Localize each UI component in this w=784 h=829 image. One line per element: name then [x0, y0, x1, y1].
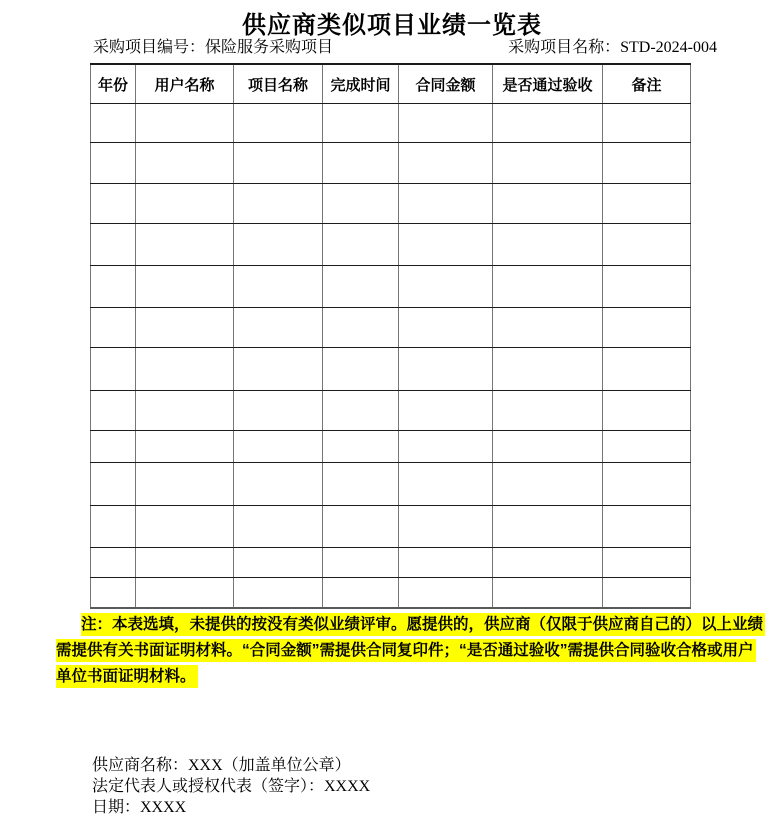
table-cell — [323, 391, 399, 431]
note-highlight-1: 注：本表选填，未提供的按没有类似业绩评审。愿提供的，供应商（仅限于供应商自己的）以上业绩 — [81, 613, 765, 636]
table-row — [91, 506, 691, 548]
table-row — [91, 463, 691, 506]
table-row — [91, 266, 691, 308]
table-cell — [323, 184, 399, 224]
table-cell — [323, 431, 399, 463]
table-cell — [603, 308, 691, 348]
table-cell — [234, 578, 323, 608]
page-title: 供应商类似项目业绩一览表 — [242, 12, 542, 39]
table-cell — [234, 104, 323, 143]
note-line-3 — [56, 664, 726, 690]
note-highlight-2: 需提供有关书面证明材料。“合同金额”需提供合同复印件；“是否通过验收”需提供合同验收合格或用户 — [56, 639, 756, 662]
table-cell — [603, 348, 691, 391]
table-cell — [91, 104, 136, 143]
performance-table — [90, 63, 691, 609]
table-cell — [603, 184, 691, 224]
table-cell — [91, 506, 136, 548]
table-cell — [603, 548, 691, 578]
note-block — [56, 612, 764, 690]
table-cell — [323, 348, 399, 391]
table-cell — [399, 104, 493, 143]
table-cell — [91, 548, 136, 578]
header-contract-amount: 合同金额 — [399, 64, 493, 104]
table-cell — [323, 104, 399, 143]
table-cell — [493, 348, 603, 391]
table-cell — [136, 548, 234, 578]
table-cell — [323, 548, 399, 578]
table-cell — [323, 143, 399, 184]
table-cell — [136, 348, 234, 391]
table-cell — [91, 391, 136, 431]
table-row — [91, 348, 691, 391]
table-cell — [399, 578, 493, 608]
table-cell — [136, 506, 234, 548]
table-cell — [399, 224, 493, 266]
table-cell — [603, 266, 691, 308]
table-cell — [323, 308, 399, 348]
table-cell — [603, 391, 691, 431]
table-cell — [399, 308, 493, 348]
table-cell — [493, 506, 603, 548]
table-row — [91, 391, 691, 431]
table-cell — [91, 431, 136, 463]
table-cell — [493, 184, 603, 224]
table-cell — [399, 431, 493, 463]
note-line-1 — [56, 612, 764, 638]
header-acceptance-passed: 是否通过验收 — [493, 64, 603, 104]
project-name-text: 采购项目名称：STD-2024-004 — [508, 39, 717, 56]
table-cell — [234, 224, 323, 266]
table-cell — [603, 578, 691, 608]
table-cell — [91, 224, 136, 266]
table-cell — [234, 308, 323, 348]
table-row — [91, 308, 691, 348]
table-cell — [91, 184, 136, 224]
table-cell — [399, 266, 493, 308]
table-cell — [399, 184, 493, 224]
table-cell — [234, 391, 323, 431]
table-cell — [603, 431, 691, 463]
note-line-2 — [56, 638, 754, 664]
table-cell — [493, 391, 603, 431]
table-cell — [493, 578, 603, 608]
supplier-name-line: 供应商名称：XXX（加盖单位公章） — [92, 757, 351, 774]
table-cell — [493, 308, 603, 348]
table-cell — [399, 143, 493, 184]
table-cell — [91, 348, 136, 391]
table-cell — [136, 184, 234, 224]
table-cell — [136, 431, 234, 463]
table-cell — [603, 143, 691, 184]
table-cell — [234, 463, 323, 506]
table-header-row — [91, 64, 691, 104]
table-cell — [603, 506, 691, 548]
table-cell — [493, 104, 603, 143]
note-highlight-3: 单位书面证明材料。 — [56, 665, 198, 688]
project-code-text: 采购项目编号：保险服务采购项目 — [93, 39, 334, 56]
table-cell — [136, 266, 234, 308]
header-year: 年份 — [91, 64, 136, 104]
table-cell — [91, 308, 136, 348]
table-row — [91, 548, 691, 578]
table-cell — [136, 463, 234, 506]
table-cell — [136, 578, 234, 608]
table-cell — [91, 266, 136, 308]
table-row — [91, 143, 691, 184]
table-cell — [323, 506, 399, 548]
header-completion-time: 完成时间 — [323, 64, 399, 104]
table-cell — [234, 506, 323, 548]
table-cell — [234, 348, 323, 391]
table-cell — [91, 143, 136, 184]
table-cell — [493, 463, 603, 506]
table-row — [91, 431, 691, 463]
table-cell — [399, 506, 493, 548]
table-cell — [136, 104, 234, 143]
table-cell — [493, 431, 603, 463]
table-cell — [493, 224, 603, 266]
table-cell — [399, 463, 493, 506]
date-line: 日期：XXXX — [92, 799, 187, 816]
table-cell — [234, 548, 323, 578]
signature-block — [92, 755, 370, 818]
table-cell — [323, 463, 399, 506]
table-cell — [493, 143, 603, 184]
table-row — [91, 578, 691, 608]
table-cell — [234, 431, 323, 463]
table-row — [91, 224, 691, 266]
table-cell — [323, 266, 399, 308]
table-cell — [234, 266, 323, 308]
table-cell — [91, 463, 136, 506]
table-cell — [136, 224, 234, 266]
table-cell — [136, 308, 234, 348]
table-cell — [399, 548, 493, 578]
table-cell — [234, 143, 323, 184]
table-cell — [136, 143, 234, 184]
meta-row — [93, 38, 717, 58]
table-row — [91, 184, 691, 224]
table-row — [91, 104, 691, 143]
header-user-name: 用户名称 — [136, 64, 234, 104]
table-cell — [603, 104, 691, 143]
header-project-name: 项目名称 — [234, 64, 323, 104]
table-cell — [493, 548, 603, 578]
table-cell — [399, 391, 493, 431]
table-cell — [91, 578, 136, 608]
table-cell — [603, 224, 691, 266]
representative-line: 法定代表人或授权代表（签字）：XXXX — [92, 778, 371, 795]
table-cell — [323, 224, 399, 266]
table-cell — [136, 391, 234, 431]
header-remarks: 备注 — [603, 64, 691, 104]
table-cell — [493, 266, 603, 308]
table-cell — [603, 463, 691, 506]
table-cell — [399, 348, 493, 391]
table-cell — [234, 184, 323, 224]
table-cell — [323, 578, 399, 608]
